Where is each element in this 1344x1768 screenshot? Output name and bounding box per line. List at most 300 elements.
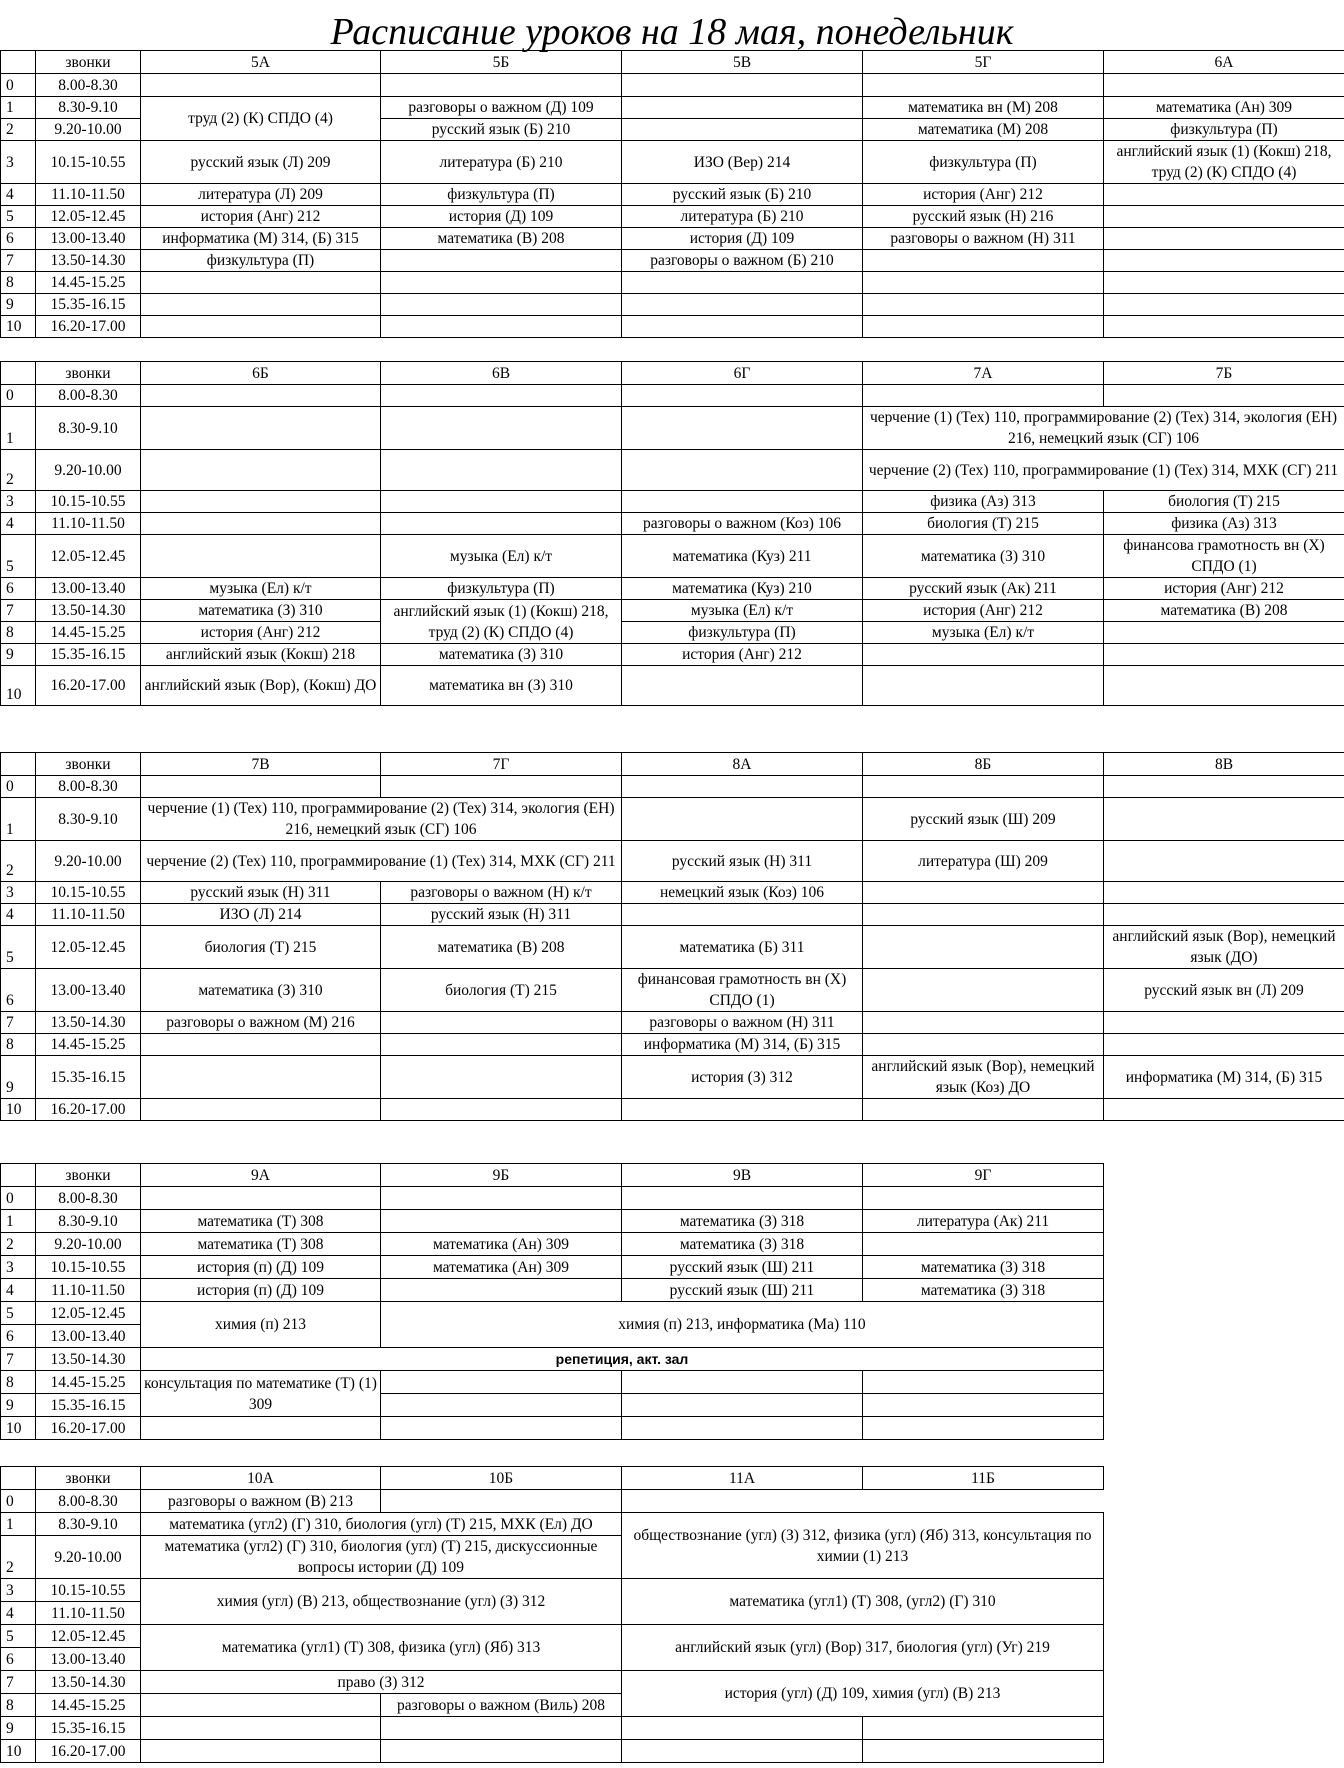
bell-time: 8.30-9.10 [36, 798, 141, 841]
lesson-cell [622, 798, 863, 841]
lesson-cell: финансова грамотность вн (Х) СПДО (1) [1104, 535, 1344, 578]
lesson-cell: русский язык (Ш) 211 [622, 1256, 863, 1279]
lesson-cell [622, 1740, 863, 1763]
lesson-cell: математика (угл1) (Т) 308, физика (угл) (Яб) 313 [141, 1625, 622, 1671]
lesson-cell [863, 1417, 1104, 1440]
lesson-cell [863, 1187, 1104, 1210]
lesson-number: 3 [1, 882, 36, 904]
lesson-number: 2 [1, 119, 36, 141]
lesson-cell: русский язык (Ш) 209 [863, 798, 1104, 841]
class-header: 9В [622, 1164, 863, 1187]
bell-time: 15.35-16.15 [36, 294, 141, 316]
lesson-number: 7 [1, 250, 36, 272]
lesson-number: 5 [1, 206, 36, 228]
lesson-cell [622, 1371, 863, 1394]
lesson-cell [381, 1279, 622, 1302]
lesson-cell [141, 1694, 381, 1717]
lesson-cell: математика (З) 318 [863, 1279, 1104, 1302]
bells-header: звонки [36, 51, 141, 74]
lesson-cell [381, 513, 622, 535]
lesson-cell [1104, 776, 1344, 798]
lesson-cell [381, 272, 622, 294]
rehearsal-cell: репетиция, акт. зал [141, 1348, 1104, 1371]
bell-time: 10.15-10.55 [36, 141, 141, 184]
lesson-cell: математика (угл1) (Т) 308, (угл2) (Г) 310 [622, 1579, 1104, 1625]
schedule-table-5a-6a [0, 50, 1344, 338]
lesson-cell [863, 1717, 1104, 1740]
bell-time: 14.45-15.25 [36, 272, 141, 294]
lesson-number: 9 [1, 294, 36, 316]
class-header: 5Б [381, 51, 622, 74]
lesson-number: 2 [1, 450, 36, 491]
lesson-number: 7 [1, 1671, 36, 1694]
lesson-cell [622, 385, 863, 407]
lesson-cell [863, 74, 1104, 97]
lesson-cell: история (Д) 109 [622, 228, 863, 250]
lesson-cell: математика (З) 310 [863, 535, 1104, 578]
lesson-cell: музыка (Ел) к/т [863, 622, 1104, 644]
bell-time: 13.50-14.30 [36, 1348, 141, 1371]
lesson-number: 9 [1, 1056, 36, 1099]
bell-time: 12.05-12.45 [36, 535, 141, 578]
lesson-cell [622, 1187, 863, 1210]
lesson-cell [863, 316, 1104, 338]
lesson-number: 9 [1, 1717, 36, 1740]
lesson-cell [1104, 294, 1344, 316]
lesson-cell: математика (Ан) 309 [1104, 97, 1344, 119]
lesson-cell: русский язык (Ш) 211 [622, 1279, 863, 1302]
lesson-cell [381, 1099, 622, 1121]
lesson-cell [381, 1056, 622, 1099]
lesson-number: 4 [1, 1279, 36, 1302]
lesson-cell: английский язык (Вор), (Кокш) ДО [141, 666, 381, 706]
bell-time: 8.00-8.30 [36, 776, 141, 798]
bell-time: 16.20-17.00 [36, 666, 141, 706]
bell-time: 8.00-8.30 [36, 74, 141, 97]
bell-time: 13.00-13.40 [36, 1648, 141, 1671]
lesson-number: 3 [1, 1256, 36, 1279]
lesson-cell [381, 1034, 622, 1056]
lesson-cell [622, 294, 863, 316]
lesson-cell: ИЗО (Л) 214 [141, 904, 381, 926]
lesson-cell [381, 316, 622, 338]
class-header: 6Г [622, 362, 863, 385]
lesson-cell [1104, 798, 1344, 841]
bell-time: 15.35-16.15 [36, 644, 141, 666]
lesson-cell: немецкий язык (Коз) 106 [622, 882, 863, 904]
bell-time: 13.00-13.40 [36, 1325, 141, 1348]
row-number [1, 362, 36, 385]
lesson-cell [141, 1417, 381, 1440]
lesson-cell [141, 776, 381, 798]
bell-time: 13.00-13.40 [36, 578, 141, 600]
lesson-cell: физкультура (П) [863, 141, 1104, 184]
bell-time: 13.00-13.40 [36, 228, 141, 250]
lesson-cell [863, 294, 1104, 316]
lesson-cell: математика вн (М) 208 [863, 97, 1104, 119]
lesson-cell: финансовая грамотность вн (Х) СПДО (1) [622, 969, 863, 1012]
lesson-cell [1104, 622, 1344, 644]
lesson-cell: физкультура (П) [1104, 119, 1344, 141]
lesson-number: 6 [1, 228, 36, 250]
lesson-cell: история (Анг) 212 [141, 622, 381, 644]
bell-time: 16.20-17.00 [36, 1099, 141, 1121]
lesson-cell: литература (Б) 210 [622, 206, 863, 228]
bell-time: 14.45-15.25 [36, 1371, 141, 1394]
lesson-cell [381, 74, 622, 97]
lesson-cell: история (Анг) 212 [1104, 578, 1344, 600]
lesson-cell [863, 250, 1104, 272]
lesson-number: 7 [1, 600, 36, 622]
lesson-number: 10 [1, 316, 36, 338]
bell-time: 16.20-17.00 [36, 1740, 141, 1763]
lesson-cell [381, 1717, 622, 1740]
lesson-number: 8 [1, 622, 36, 644]
lesson-cell: математика (З) 318 [622, 1233, 863, 1256]
lesson-cell [863, 969, 1104, 1012]
lesson-cell: английский язык (Кокш) 218 [141, 644, 381, 666]
bell-time: 9.20-10.00 [36, 119, 141, 141]
lesson-cell [622, 272, 863, 294]
bells-header: звонки [36, 1467, 141, 1490]
lesson-cell: история (Анг) 212 [863, 184, 1104, 206]
row-number [1, 1164, 36, 1187]
bells-header: звонки [36, 362, 141, 385]
lesson-cell: математика (Куз) 210 [622, 578, 863, 600]
lesson-cell: русский язык (Б) 210 [622, 184, 863, 206]
lesson-cell: обществознание (угл) (З) 312, физика (угл) (Яб) 313, консультация по химии (1) 213 [622, 1513, 1104, 1579]
lesson-cell [622, 1417, 863, 1440]
lesson-cell: музыка (Ел) к/т [381, 535, 622, 578]
lesson-number: 10 [1, 666, 36, 706]
lesson-cell: история (З) 312 [622, 1056, 863, 1099]
lesson-cell: разговоры о важном (Н) к/т [381, 882, 622, 904]
lesson-cell: биология (Т) 215 [1104, 491, 1344, 513]
lesson-cell [1104, 841, 1344, 882]
lesson-cell: английский язык (Вор), немецкий язык (ДО) [1104, 926, 1344, 969]
lesson-cell: английский язык (1) (Кокш) 218, труд (2) (К) СПДО (4) [381, 600, 622, 644]
lesson-cell [141, 407, 381, 450]
lesson-cell [622, 776, 863, 798]
lesson-cell: литература (Ш) 209 [863, 841, 1104, 882]
lesson-cell [622, 1717, 863, 1740]
lesson-number: 7 [1, 1348, 36, 1371]
bell-time: 9.20-10.00 [36, 841, 141, 882]
bell-time: 11.10-11.50 [36, 904, 141, 926]
lesson-cell: математика (Т) 308 [141, 1210, 381, 1233]
lesson-cell: математика (З) 318 [622, 1210, 863, 1233]
lesson-cell [622, 316, 863, 338]
lesson-cell [381, 776, 622, 798]
lesson-cell [381, 385, 622, 407]
lesson-cell [141, 385, 381, 407]
lesson-number: 6 [1, 1648, 36, 1671]
bells-header: звонки [36, 753, 141, 776]
bell-time: 8.00-8.30 [36, 1187, 141, 1210]
class-header: 5Г [863, 51, 1104, 74]
lesson-cell [141, 491, 381, 513]
lesson-cell [1104, 1012, 1344, 1034]
lesson-cell [141, 1740, 381, 1763]
lesson-cell: литература (Ак) 211 [863, 1210, 1104, 1233]
lesson-cell: информатика (М) 314, (Б) 315 [1104, 1056, 1344, 1099]
lesson-cell [1104, 272, 1344, 294]
lesson-cell: математика (З) 310 [141, 600, 381, 622]
bell-time: 14.45-15.25 [36, 1034, 141, 1056]
lesson-cell: физика (Аз) 313 [1104, 513, 1344, 535]
lesson-cell [141, 272, 381, 294]
lesson-cell: биология (Т) 215 [141, 926, 381, 969]
lesson-number: 1 [1, 1513, 36, 1536]
lesson-cell [1104, 250, 1344, 272]
class-header: 6Б [141, 362, 381, 385]
bell-time: 9.20-10.00 [36, 1536, 141, 1579]
lesson-cell [863, 776, 1104, 798]
lesson-number: 3 [1, 141, 36, 184]
lesson-cell: математика вн (З) 310 [381, 666, 622, 706]
bell-time: 10.15-10.55 [36, 491, 141, 513]
lesson-cell: математика (Ан) 309 [381, 1256, 622, 1279]
lesson-cell: история (Анг) 212 [863, 600, 1104, 622]
lesson-cell: черчение (2) (Тех) 110, программирование (1) (Тех) 314, МХК (СГ) 211 [863, 450, 1344, 491]
lesson-cell: литература (Л) 209 [141, 184, 381, 206]
class-header: 7Б [1104, 362, 1344, 385]
schedule-table-6b-7b [0, 361, 1344, 706]
class-header: 6А [1104, 51, 1344, 74]
lesson-cell [863, 1034, 1104, 1056]
bell-time: 13.00-13.40 [36, 969, 141, 1012]
lesson-cell: русский язык (Н) 311 [141, 882, 381, 904]
lesson-cell: разговоры о важном (Н) 311 [622, 1012, 863, 1034]
class-header: 7А [863, 362, 1104, 385]
lesson-cell: математика (В) 208 [381, 926, 622, 969]
lesson-number: 9 [1, 644, 36, 666]
class-header: 8А [622, 753, 863, 776]
class-header: 7В [141, 753, 381, 776]
lesson-cell [381, 1012, 622, 1034]
lesson-cell [863, 666, 1104, 706]
lesson-cell: русский язык вн (Л) 209 [1104, 969, 1344, 1012]
lesson-cell: русский язык (Н) 216 [863, 206, 1104, 228]
lesson-cell: физика (Аз) 313 [863, 491, 1104, 513]
lesson-number: 10 [1, 1417, 36, 1440]
class-header: 5А [141, 51, 381, 74]
bell-time: 9.20-10.00 [36, 450, 141, 491]
bell-time: 13.50-14.30 [36, 600, 141, 622]
bell-time: 8.30-9.10 [36, 1513, 141, 1536]
lesson-cell: разговоры о важном (Коз) 106 [622, 513, 863, 535]
lesson-cell: математика (М) 208 [863, 119, 1104, 141]
bell-time: 11.10-11.50 [36, 184, 141, 206]
lesson-cell [381, 491, 622, 513]
lesson-cell: английский язык (1) (Кокш) 218, труд (2) (К) СПДО (4) [1104, 141, 1344, 184]
lesson-cell: математика (Ан) 309 [381, 1233, 622, 1256]
lesson-cell [381, 1394, 622, 1417]
bell-time: 13.50-14.30 [36, 1012, 141, 1034]
lesson-cell [1104, 1099, 1344, 1121]
lesson-cell: консультация по математике (Т) (1) 309 [141, 1371, 381, 1417]
lesson-number: 4 [1, 1602, 36, 1625]
lesson-cell [141, 1056, 381, 1099]
lesson-cell: английский язык (угл) (Вор) 317, биология (угл) (Уг) 219 [622, 1625, 1104, 1671]
lesson-cell: химия (угл) (В) 213, обществознание (угл) (З) 312 [141, 1579, 622, 1625]
lesson-cell: история (угл) (Д) 109, химия (угл) (В) 213 [622, 1671, 1104, 1717]
lesson-cell [141, 1034, 381, 1056]
lesson-number: 10 [1, 1099, 36, 1121]
lesson-cell: математика (угл2) (Г) 310, биология (угл) (Т) 215, МХК (Ел) ДО [141, 1513, 622, 1536]
lesson-number: 2 [1, 1233, 36, 1256]
lesson-cell: история (п) (Д) 109 [141, 1256, 381, 1279]
lesson-cell [1104, 666, 1344, 706]
lesson-cell: математика (Куз) 211 [622, 535, 863, 578]
lesson-cell [381, 250, 622, 272]
lesson-cell [1104, 385, 1344, 407]
lesson-cell [863, 1740, 1104, 1763]
bell-time: 11.10-11.50 [36, 513, 141, 535]
lesson-cell: музыка (Ел) к/т [622, 600, 863, 622]
class-header: 8Б [863, 753, 1104, 776]
lesson-cell [1104, 184, 1344, 206]
lesson-cell [381, 1371, 622, 1394]
lesson-cell: химия (п) 213 [141, 1302, 381, 1348]
lesson-cell [381, 1490, 622, 1513]
lesson-cell: право (З) 312 [141, 1671, 622, 1694]
class-header: 11А [622, 1467, 863, 1490]
bell-time: 9.20-10.00 [36, 1233, 141, 1256]
lesson-cell: русский язык (Л) 209 [141, 141, 381, 184]
bell-time: 8.30-9.10 [36, 1210, 141, 1233]
lesson-cell: английский язык (Вор), немецкий язык (Коз) ДО [863, 1056, 1104, 1099]
lesson-cell: физкультура (П) [381, 184, 622, 206]
lesson-number: 8 [1, 272, 36, 294]
lesson-cell [141, 450, 381, 491]
class-header: 9Г [863, 1164, 1104, 1187]
lesson-number: 6 [1, 578, 36, 600]
schedule-table-10-11 [0, 1466, 1104, 1763]
lesson-cell [622, 1394, 863, 1417]
lesson-cell [1104, 316, 1344, 338]
bell-time: 15.35-16.15 [36, 1717, 141, 1740]
lesson-cell: русский язык (Н) 311 [381, 904, 622, 926]
lesson-cell: разговоры о важном (Н) 311 [863, 228, 1104, 250]
lesson-cell: биология (Т) 215 [863, 513, 1104, 535]
lesson-cell: разговоры о важном (М) 216 [141, 1012, 381, 1034]
class-header: 7Г [381, 753, 622, 776]
lesson-number: 4 [1, 184, 36, 206]
class-header: 5В [622, 51, 863, 74]
lesson-cell: музыка (Ел) к/т [141, 578, 381, 600]
bell-time: 12.05-12.45 [36, 926, 141, 969]
lesson-cell [622, 407, 863, 450]
lesson-number: 9 [1, 1394, 36, 1417]
lesson-number: 0 [1, 1490, 36, 1513]
lesson-cell: информатика (М) 314, (Б) 315 [141, 228, 381, 250]
class-header: 9А [141, 1164, 381, 1187]
lesson-cell [863, 385, 1104, 407]
lesson-cell: математика (В) 208 [1104, 600, 1344, 622]
lesson-cell [141, 1717, 381, 1740]
bell-time: 12.05-12.45 [36, 1625, 141, 1648]
lesson-number: 2 [1, 1536, 36, 1579]
lesson-number: 0 [1, 74, 36, 97]
bell-time: 14.45-15.25 [36, 1694, 141, 1717]
lesson-number: 10 [1, 1740, 36, 1763]
lesson-cell: физкультура (П) [141, 250, 381, 272]
bell-time: 8.00-8.30 [36, 1490, 141, 1513]
class-header: 10Б [381, 1467, 622, 1490]
lesson-number: 8 [1, 1371, 36, 1394]
lesson-cell: математика (З) 318 [863, 1256, 1104, 1279]
lesson-cell [381, 1210, 622, 1233]
lesson-number: 3 [1, 491, 36, 513]
lesson-cell: математика (Б) 311 [622, 926, 863, 969]
lesson-cell [1104, 1034, 1344, 1056]
bell-time: 16.20-17.00 [36, 1417, 141, 1440]
lesson-cell [622, 904, 863, 926]
row-number [1, 1467, 36, 1490]
lesson-cell: химия (п) 213, информатика (Ма) 110 [381, 1302, 1104, 1348]
lesson-cell [863, 926, 1104, 969]
lesson-cell [381, 407, 622, 450]
lesson-number: 4 [1, 513, 36, 535]
lesson-cell [141, 535, 381, 578]
bell-time: 13.50-14.30 [36, 1671, 141, 1694]
bell-time: 15.35-16.15 [36, 1056, 141, 1099]
lesson-cell: математика (З) 310 [141, 969, 381, 1012]
lesson-cell: разговоры о важном (Виль) 208 [381, 1694, 622, 1717]
lesson-cell [863, 1233, 1104, 1256]
lesson-cell: математика (З) 310 [381, 644, 622, 666]
lesson-cell [141, 316, 381, 338]
lesson-cell [141, 1187, 381, 1210]
page-title: Расписание уроков на 18 мая, понедельник [330, 11, 1014, 53]
bell-time: 10.15-10.55 [36, 882, 141, 904]
lesson-cell [863, 1394, 1104, 1417]
lesson-cell: математика (угл2) (Г) 310, биология (угл) (Т) 215, дискуссионные вопросы истории (Д) 109 [141, 1536, 622, 1579]
lesson-cell: история (п) (Д) 109 [141, 1279, 381, 1302]
lesson-number: 1 [1, 798, 36, 841]
lesson-cell [622, 119, 863, 141]
lesson-cell: черчение (1) (Тех) 110, программирование (2) (Тех) 314, экология (ЕН) 216, немецкий язык (СГ) 106 [141, 798, 622, 841]
lesson-number: 5 [1, 1302, 36, 1325]
lesson-cell: физкультура (П) [622, 622, 863, 644]
class-header: 6В [381, 362, 622, 385]
lesson-cell [1104, 904, 1344, 926]
lesson-cell [1104, 644, 1344, 666]
bell-time: 8.30-9.10 [36, 97, 141, 119]
row-number [1, 51, 36, 74]
bell-time: 12.05-12.45 [36, 206, 141, 228]
bell-time: 10.15-10.55 [36, 1579, 141, 1602]
lesson-number: 8 [1, 1694, 36, 1717]
lesson-cell [141, 1099, 381, 1121]
lesson-number: 8 [1, 1034, 36, 1056]
lesson-cell: история (Анг) 212 [622, 644, 863, 666]
lesson-cell [1104, 206, 1344, 228]
lesson-cell [381, 1740, 622, 1763]
lesson-cell: математика (В) 208 [381, 228, 622, 250]
lesson-cell [622, 491, 863, 513]
lesson-cell: математика (Т) 308 [141, 1233, 381, 1256]
lesson-cell [863, 904, 1104, 926]
bells-header: звонки [36, 1164, 141, 1187]
lesson-cell [381, 1187, 622, 1210]
lesson-number: 3 [1, 1579, 36, 1602]
lesson-number: 1 [1, 1210, 36, 1233]
bell-time: 11.10-11.50 [36, 1279, 141, 1302]
schedule-table-9 [0, 1163, 1104, 1440]
lesson-cell: биология (Т) 215 [381, 969, 622, 1012]
